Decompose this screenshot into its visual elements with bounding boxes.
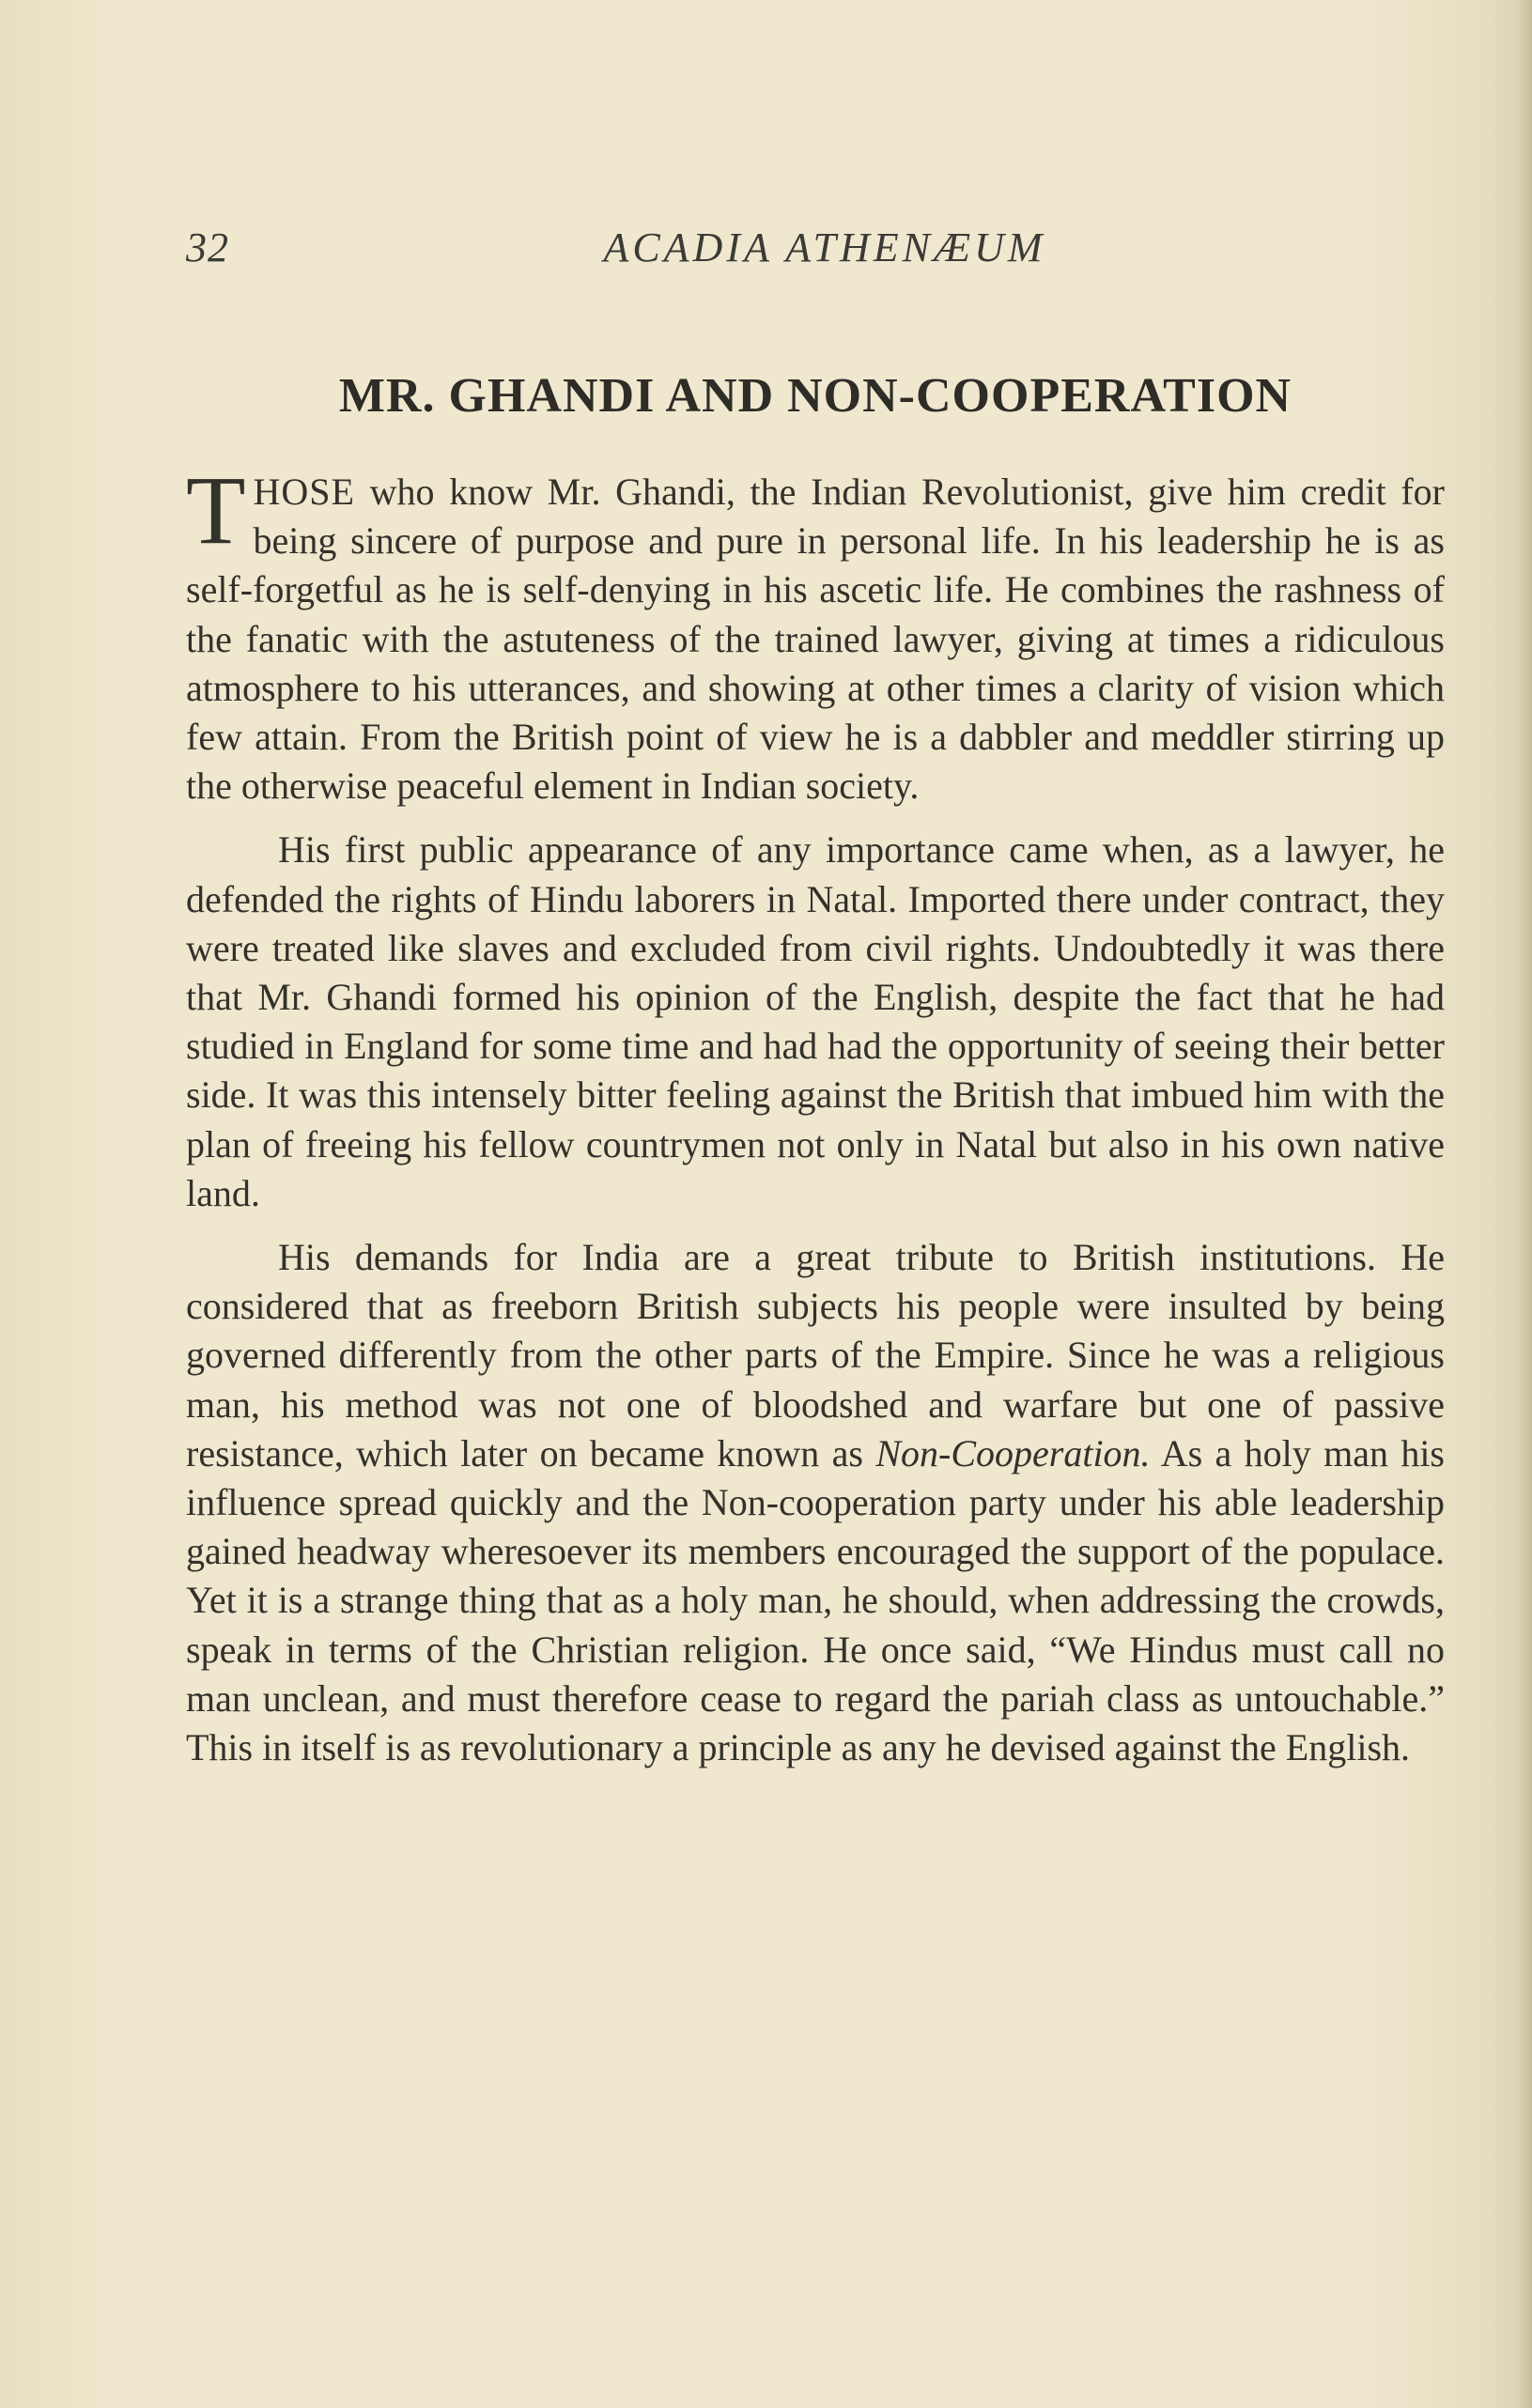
paragraph-1-text: who know Mr. Ghandi, the Indian Revolutionist, give him credit for being sincere of purpose and pure in personal life. In his leadership he is as self-forgetful as he is self-denying in his ascetic life. He combines the rashness of the fanatic with the astuteness of the trained lawyer, giving at times a ridiculous atmosphere to his utterances, and showing at other times a clarity of vision which few attain. From the British point of view he is a dabbler and meddler stirring up the otherwise peaceful element in Indian society. bbox=[186, 471, 1445, 808]
drop-cap: T bbox=[186, 456, 246, 564]
non-cooperation-italic: Non-Cooperation. bbox=[875, 1431, 1151, 1474]
article-body bbox=[186, 456, 1445, 1787]
page-number: 32 bbox=[186, 224, 229, 270]
paragraph-1 bbox=[186, 456, 1445, 810]
paragraph-2: His first public appearance of any importance came when, as a lawyer, he defended the rights of Hindu laborers in Natal. Imported there under contract, they were treated like slaves and excluded from civil rights. Undoubtedly it was there that Mr. Ghandi formed his opinion of the English, despite the fact that he had studied in England for some time and had had the opportunity of seeing their better side. It was this intensely bitter feeling against the British that imbued him with the plan of freeing his fellow countrymen not only in Natal but also in his own native land. bbox=[186, 828, 1445, 1214]
article-title: MR. GHANDI AND NON-COOPERATION bbox=[338, 369, 1292, 423]
running-head bbox=[186, 224, 1445, 280]
paragraph-3-text-b: As a holy man his influence spread quickly and the Non-cooperation party under his able leadership gained headway wheresoever its members encouraged the support of the populace. Yet it is a strange thing that as a holy man, he should, when addressing the crowds, speak in terms of the Christian religion. He once said, “We Hindus must call no man unclean, and must therefore cease to regard the pariah class as untouchable.” This in itself is as revolutionary a principle as any he devised against the English. bbox=[186, 1431, 1445, 1769]
journal-title: ACADIA ATHENÆUM bbox=[603, 224, 1046, 270]
first-word-rest: HOSE bbox=[253, 471, 355, 513]
paragraph-3 bbox=[186, 1233, 1445, 1772]
paragraph-3-text-a: His demands for India are a great tribute to British institutions. He considered that as freeborn British subjects his people were insulted by being governed differently from the other parts of the Empire. Since he was a religious man, his method was not one of bloodshed and warfare but one of passive resistance, which later on became known as bbox=[186, 1236, 1445, 1474]
page-edge-shadow bbox=[1515, 0, 1532, 2408]
